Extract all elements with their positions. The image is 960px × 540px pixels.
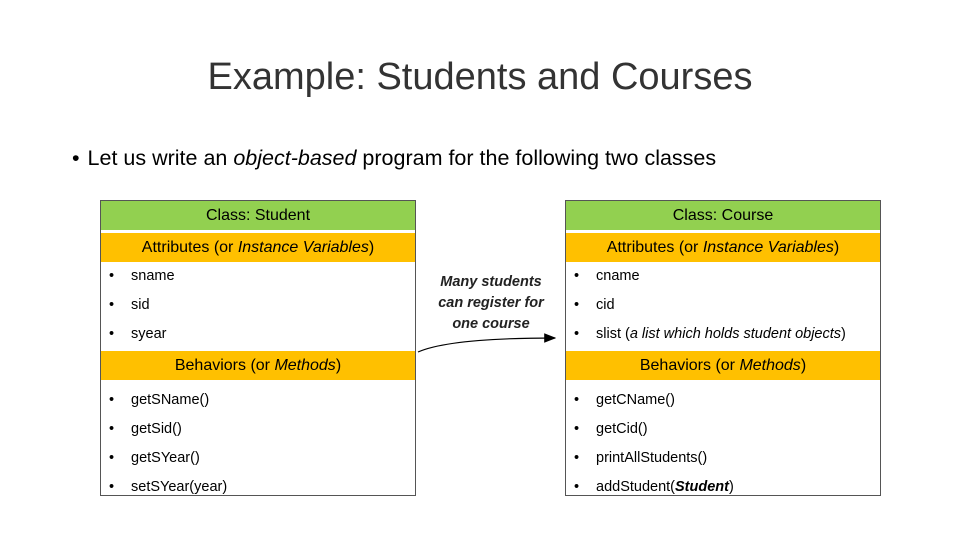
- method-name: getCid(): [596, 421, 648, 437]
- method-name: addStudent(: [596, 479, 676, 495]
- note-line: one course: [452, 316, 530, 332]
- intro-emphasis: object-based: [233, 146, 357, 170]
- bullet-glyph: •: [574, 297, 580, 313]
- bullet-glyph: •: [574, 326, 580, 342]
- bullet-glyph: •: [72, 146, 80, 170]
- attribute-name: syear: [131, 326, 167, 342]
- bullet-glyph: •: [109, 421, 115, 437]
- bullet-glyph: •: [109, 268, 115, 284]
- method-suffix: ): [728, 479, 734, 495]
- attr-header-suffix: ): [368, 239, 375, 256]
- behaviors-header-emphasis: Methods: [739, 357, 801, 374]
- attribute-suffix: ): [841, 326, 846, 342]
- bullet-glyph: •: [574, 479, 580, 495]
- attribute-name: cname: [596, 268, 640, 284]
- method-name: getCName(): [596, 392, 675, 408]
- method-name: getSYear(): [131, 450, 200, 466]
- behaviors-header-prefix: Behaviors (or: [639, 357, 740, 374]
- behaviors-header-emphasis: Methods: [274, 357, 336, 374]
- bullet-glyph: •: [574, 450, 580, 466]
- bullet-glyph: •: [109, 479, 115, 495]
- intro-prefix: Let us write an: [87, 146, 234, 170]
- course-class-header: Class: Course: [566, 201, 880, 230]
- method-name: setSYear(year): [131, 479, 228, 495]
- note-line: can register for: [438, 295, 544, 311]
- behaviors-header-suffix: ): [800, 357, 807, 374]
- slide-title: Example: Students and Courses: [207, 56, 753, 98]
- method-name: printAllStudents(): [596, 450, 708, 466]
- student-class-header: Class: Student: [101, 201, 415, 230]
- bullet-glyph: •: [109, 326, 115, 342]
- attr-header-emphasis: Instance Variables: [237, 239, 369, 256]
- attr-header-prefix: Attributes (or: [141, 239, 238, 256]
- bullet-glyph: •: [574, 392, 580, 408]
- attr-header-emphasis: Instance Variables: [702, 239, 834, 256]
- behaviors-header-suffix: ): [335, 357, 342, 374]
- bullet-glyph: •: [109, 297, 115, 313]
- attr-header-suffix: ): [833, 239, 840, 256]
- bullet-glyph: •: [574, 268, 580, 284]
- method-name: getSid(): [131, 421, 182, 437]
- bullet-glyph: •: [109, 392, 115, 408]
- attribute-name: cid: [596, 297, 615, 313]
- attribute-name: sname: [131, 268, 175, 284]
- attr-header-prefix: Attributes (or: [606, 239, 703, 256]
- bullet-glyph: •: [109, 450, 115, 466]
- note-line: Many students: [440, 274, 542, 290]
- attribute-name: slist (: [596, 326, 630, 342]
- behaviors-header-prefix: Behaviors (or: [174, 357, 275, 374]
- arrow-line: [418, 338, 555, 352]
- bullet-glyph: •: [574, 421, 580, 437]
- method-name: getSName(): [131, 392, 210, 408]
- attribute-note: a list which holds student objects: [629, 326, 842, 342]
- method-param: Student: [675, 479, 729, 495]
- attribute-name: sid: [131, 297, 150, 313]
- intro-suffix: program for the following two classes: [356, 146, 717, 170]
